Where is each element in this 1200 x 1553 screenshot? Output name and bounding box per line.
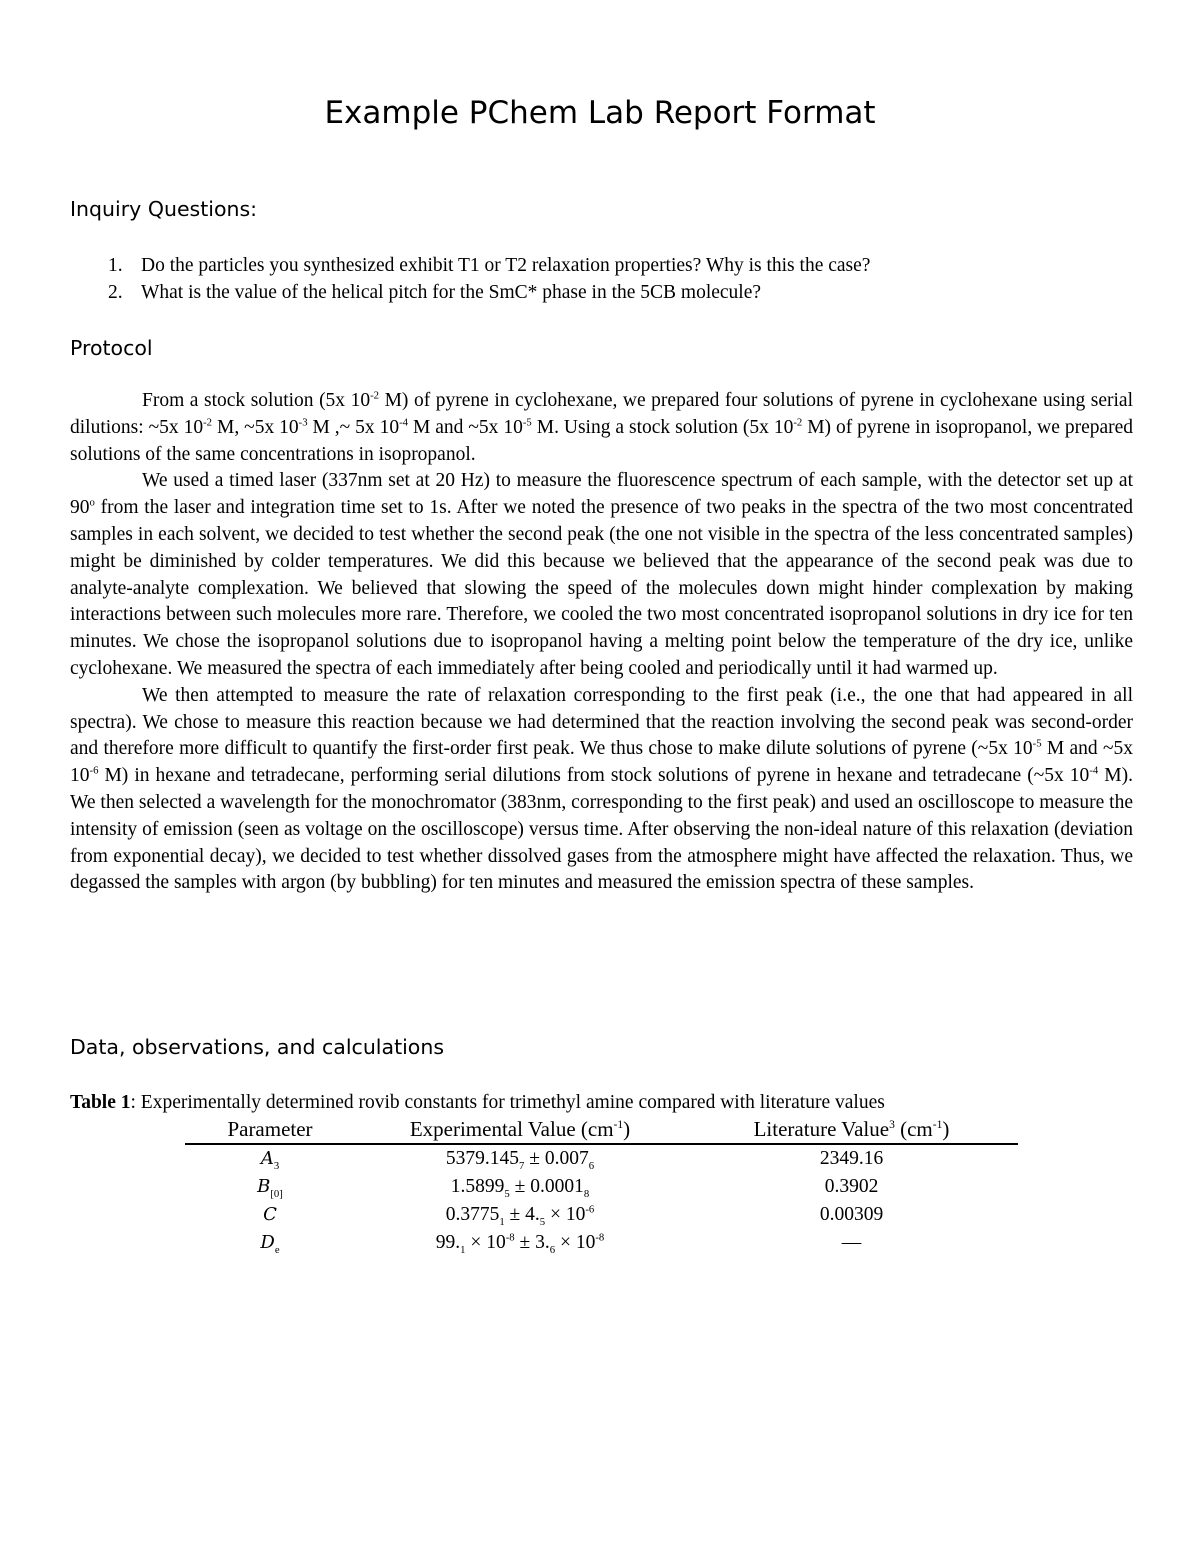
superscript: -8	[595, 1231, 605, 1244]
parameter-symbol: B	[257, 1176, 271, 1197]
value-text: ± 0.007	[524, 1148, 589, 1169]
text-run: M) in hexane and tetradecane, performing serial dilutions from stock solutions of pyrene in hexane and tetradecane (~5x 10	[98, 765, 1090, 787]
question-number: 1.	[108, 255, 123, 276]
value-text: ± 0.0001	[509, 1176, 584, 1197]
literature-cell: 0.00309	[819, 1204, 884, 1225]
text-run: M, ~5x 10	[212, 416, 299, 438]
superscript: -6	[585, 1203, 595, 1216]
table-caption	[70, 1090, 1150, 1117]
protocol-paragraph-1	[70, 388, 1133, 468]
superscript: -5	[1032, 737, 1042, 750]
text-run: M and ~5x 10	[408, 416, 523, 438]
question-number: 2.	[108, 281, 123, 303]
text-run: We then attempted to measure the rate of relaxation corresponding to the first peak (i.e., the one that had appeared in all spectra). We chose to measure this reaction because we had determined that the reaction involving the second peak was second-order and therefore more difficult to quantify the first-order first peak. We thus chose to make dilute solutions of pyrene (~5x 10	[70, 684, 1133, 760]
rovib-constants-table	[185, 1117, 1018, 1257]
header-text: )	[623, 1117, 631, 1141]
text-run: From a stock solution (5x 10	[142, 390, 371, 411]
superscript: -4	[399, 416, 409, 429]
table-header-row	[185, 1117, 1018, 1144]
superscript: -2	[370, 389, 380, 402]
superscript: o	[89, 496, 95, 509]
parameter-symbol: D	[260, 1232, 275, 1253]
subscript: 6	[588, 1159, 595, 1172]
subscript: 3	[273, 1159, 280, 1172]
text-run: M and ~5x 10	[70, 738, 1133, 787]
text-run: M. Using a stock solution (5x 10	[531, 416, 794, 438]
protocol-paragraph-3	[70, 683, 1133, 897]
column-header-experimental	[355, 1117, 685, 1144]
protocol-body	[70, 388, 1133, 897]
value-text: × 10	[545, 1204, 586, 1225]
protocol-paragraph-2	[70, 468, 1133, 682]
parameter-cell	[185, 1229, 355, 1257]
text-run: M) of pyrene in isopropanol, we prepared solutions of the same concentrations in isopropanol.	[70, 416, 1134, 465]
superscript: -1	[932, 1119, 943, 1131]
table-caption-label: Table 1	[70, 1092, 131, 1113]
experimental-cell	[355, 1173, 685, 1201]
superscript: -2	[793, 416, 803, 429]
superscript: -6	[89, 764, 99, 777]
header-text: Literature Value	[753, 1117, 890, 1141]
superscript: -4	[1089, 764, 1099, 777]
value-text: × 10	[465, 1232, 506, 1253]
subscript: e	[274, 1243, 280, 1256]
inquiry-heading: Inquiry Questions:	[70, 197, 258, 221]
subscript: [0]	[270, 1187, 283, 1200]
table-row	[185, 1144, 1018, 1173]
parameter-cell	[185, 1201, 355, 1229]
parameter-symbol: A	[260, 1148, 274, 1169]
superscript: -8	[505, 1231, 515, 1244]
table-row	[185, 1173, 1018, 1201]
subscript: 7	[519, 1159, 525, 1172]
text-run: We used a timed laser (337nm set at 20 Hz) to measure the fluorescence spectrum of each sample, with the detector set up at 90	[70, 470, 1133, 519]
subscript: 5	[539, 1215, 546, 1228]
literature-cell: —	[841, 1232, 862, 1253]
value-text: × 10	[555, 1232, 596, 1253]
column-header-parameter: Parameter	[185, 1117, 355, 1144]
literature-cell: 0.3902	[824, 1176, 879, 1197]
value-text: ± 3.	[514, 1232, 550, 1253]
text-run: M ,~ 5x 10	[307, 416, 400, 438]
text-run: M) of pyrene in cyclohexane, we prepared four solutions of pyrene in cyclohexane using serial dilutions: ~5x 10	[70, 390, 1133, 438]
list-item	[108, 253, 1138, 280]
header-text: Experimental Value (cm	[409, 1117, 614, 1141]
parameter-cell	[185, 1173, 355, 1201]
list-item	[108, 280, 1138, 307]
experimental-cell	[355, 1229, 685, 1257]
parameter-symbol: C	[263, 1204, 277, 1225]
protocol-heading: Protocol	[70, 336, 153, 360]
table-row	[185, 1201, 1018, 1229]
superscript: -1	[613, 1119, 624, 1131]
subscript: 1	[460, 1243, 466, 1256]
data-heading: Data, observations, and calculations	[70, 1035, 445, 1059]
value-text: 5379.145	[445, 1148, 520, 1169]
table-caption-text: : Experimentally determined rovib constants for trimethyl amine compared with literature values	[130, 1092, 885, 1113]
reference-superscript: 3	[889, 1119, 895, 1131]
superscript: -3	[298, 416, 308, 429]
page-title: Example PChem Lab Report Format	[324, 95, 876, 131]
header-text: )	[942, 1117, 950, 1141]
superscript: -5	[522, 416, 532, 429]
value-text: 1.5899	[450, 1176, 505, 1197]
question-text: Do the particles you synthesized exhibit T1 or T2 relaxation properties? Why is this the case?	[141, 255, 871, 276]
literature-cell: 2349.16	[819, 1148, 884, 1169]
experimental-cell	[355, 1144, 685, 1173]
subscript: 6	[549, 1243, 556, 1256]
question-text: What is the value of the helical pitch for the SmC* phase in the 5CB molecule?	[141, 281, 762, 303]
value-text: ± 4.	[504, 1204, 540, 1225]
value-text: 0.3775	[445, 1204, 500, 1225]
subscript: 5	[504, 1187, 510, 1200]
table-row	[185, 1229, 1018, 1257]
subscript: 8	[583, 1187, 590, 1200]
column-header-literature	[685, 1117, 1018, 1144]
superscript: -2	[203, 416, 213, 429]
text-run: M). We then selected a wavelength for the monochromator (383nm, corresponding to the first peak) and used an oscilloscope to measure the intensity of emission (seen as voltage on the oscilloscope) versus time. After observing the non-ideal nature of this relaxation (deviation from exponential decay), we decided to test whether dissolved gases from the atmosphere might have affected the relaxation. Thus, we degassed the samples with argon (by bubbling) for ten minutes and measured the emission spectra of these samples.	[70, 765, 1133, 894]
value-text: 99.	[435, 1232, 461, 1253]
header-text: (cm	[894, 1117, 933, 1141]
subscript: 1	[499, 1215, 505, 1228]
experimental-cell	[355, 1201, 685, 1229]
text-run: from the laser and integration time set to 1s. After we noted the presence of two peaks in the spectra of the two most concentrated samples in each solvent, we decided to test whether the second peak (the one not visible in the spectra of the less concentrated samples) might be diminished by colder temperatures. We did this because we believed that the appearance of the second peak was due to analyte-analyte complexation. We believed that slowing the speed of the molecules down might hinder complexation by making interactions between such molecules more rare. Therefore, we cooled the two most concentrated isopropanol solutions in dry ice for ten minutes. We chose the isopropanol solutions due to isopropanol having a melting point below the temperature of the dry ice, unlike cyclohexane. We measured the spectra of each immediately after being cooled and periodically until it had warmed up.	[70, 497, 1133, 679]
parameter-cell	[185, 1144, 355, 1173]
inquiry-question-list	[108, 253, 1138, 307]
